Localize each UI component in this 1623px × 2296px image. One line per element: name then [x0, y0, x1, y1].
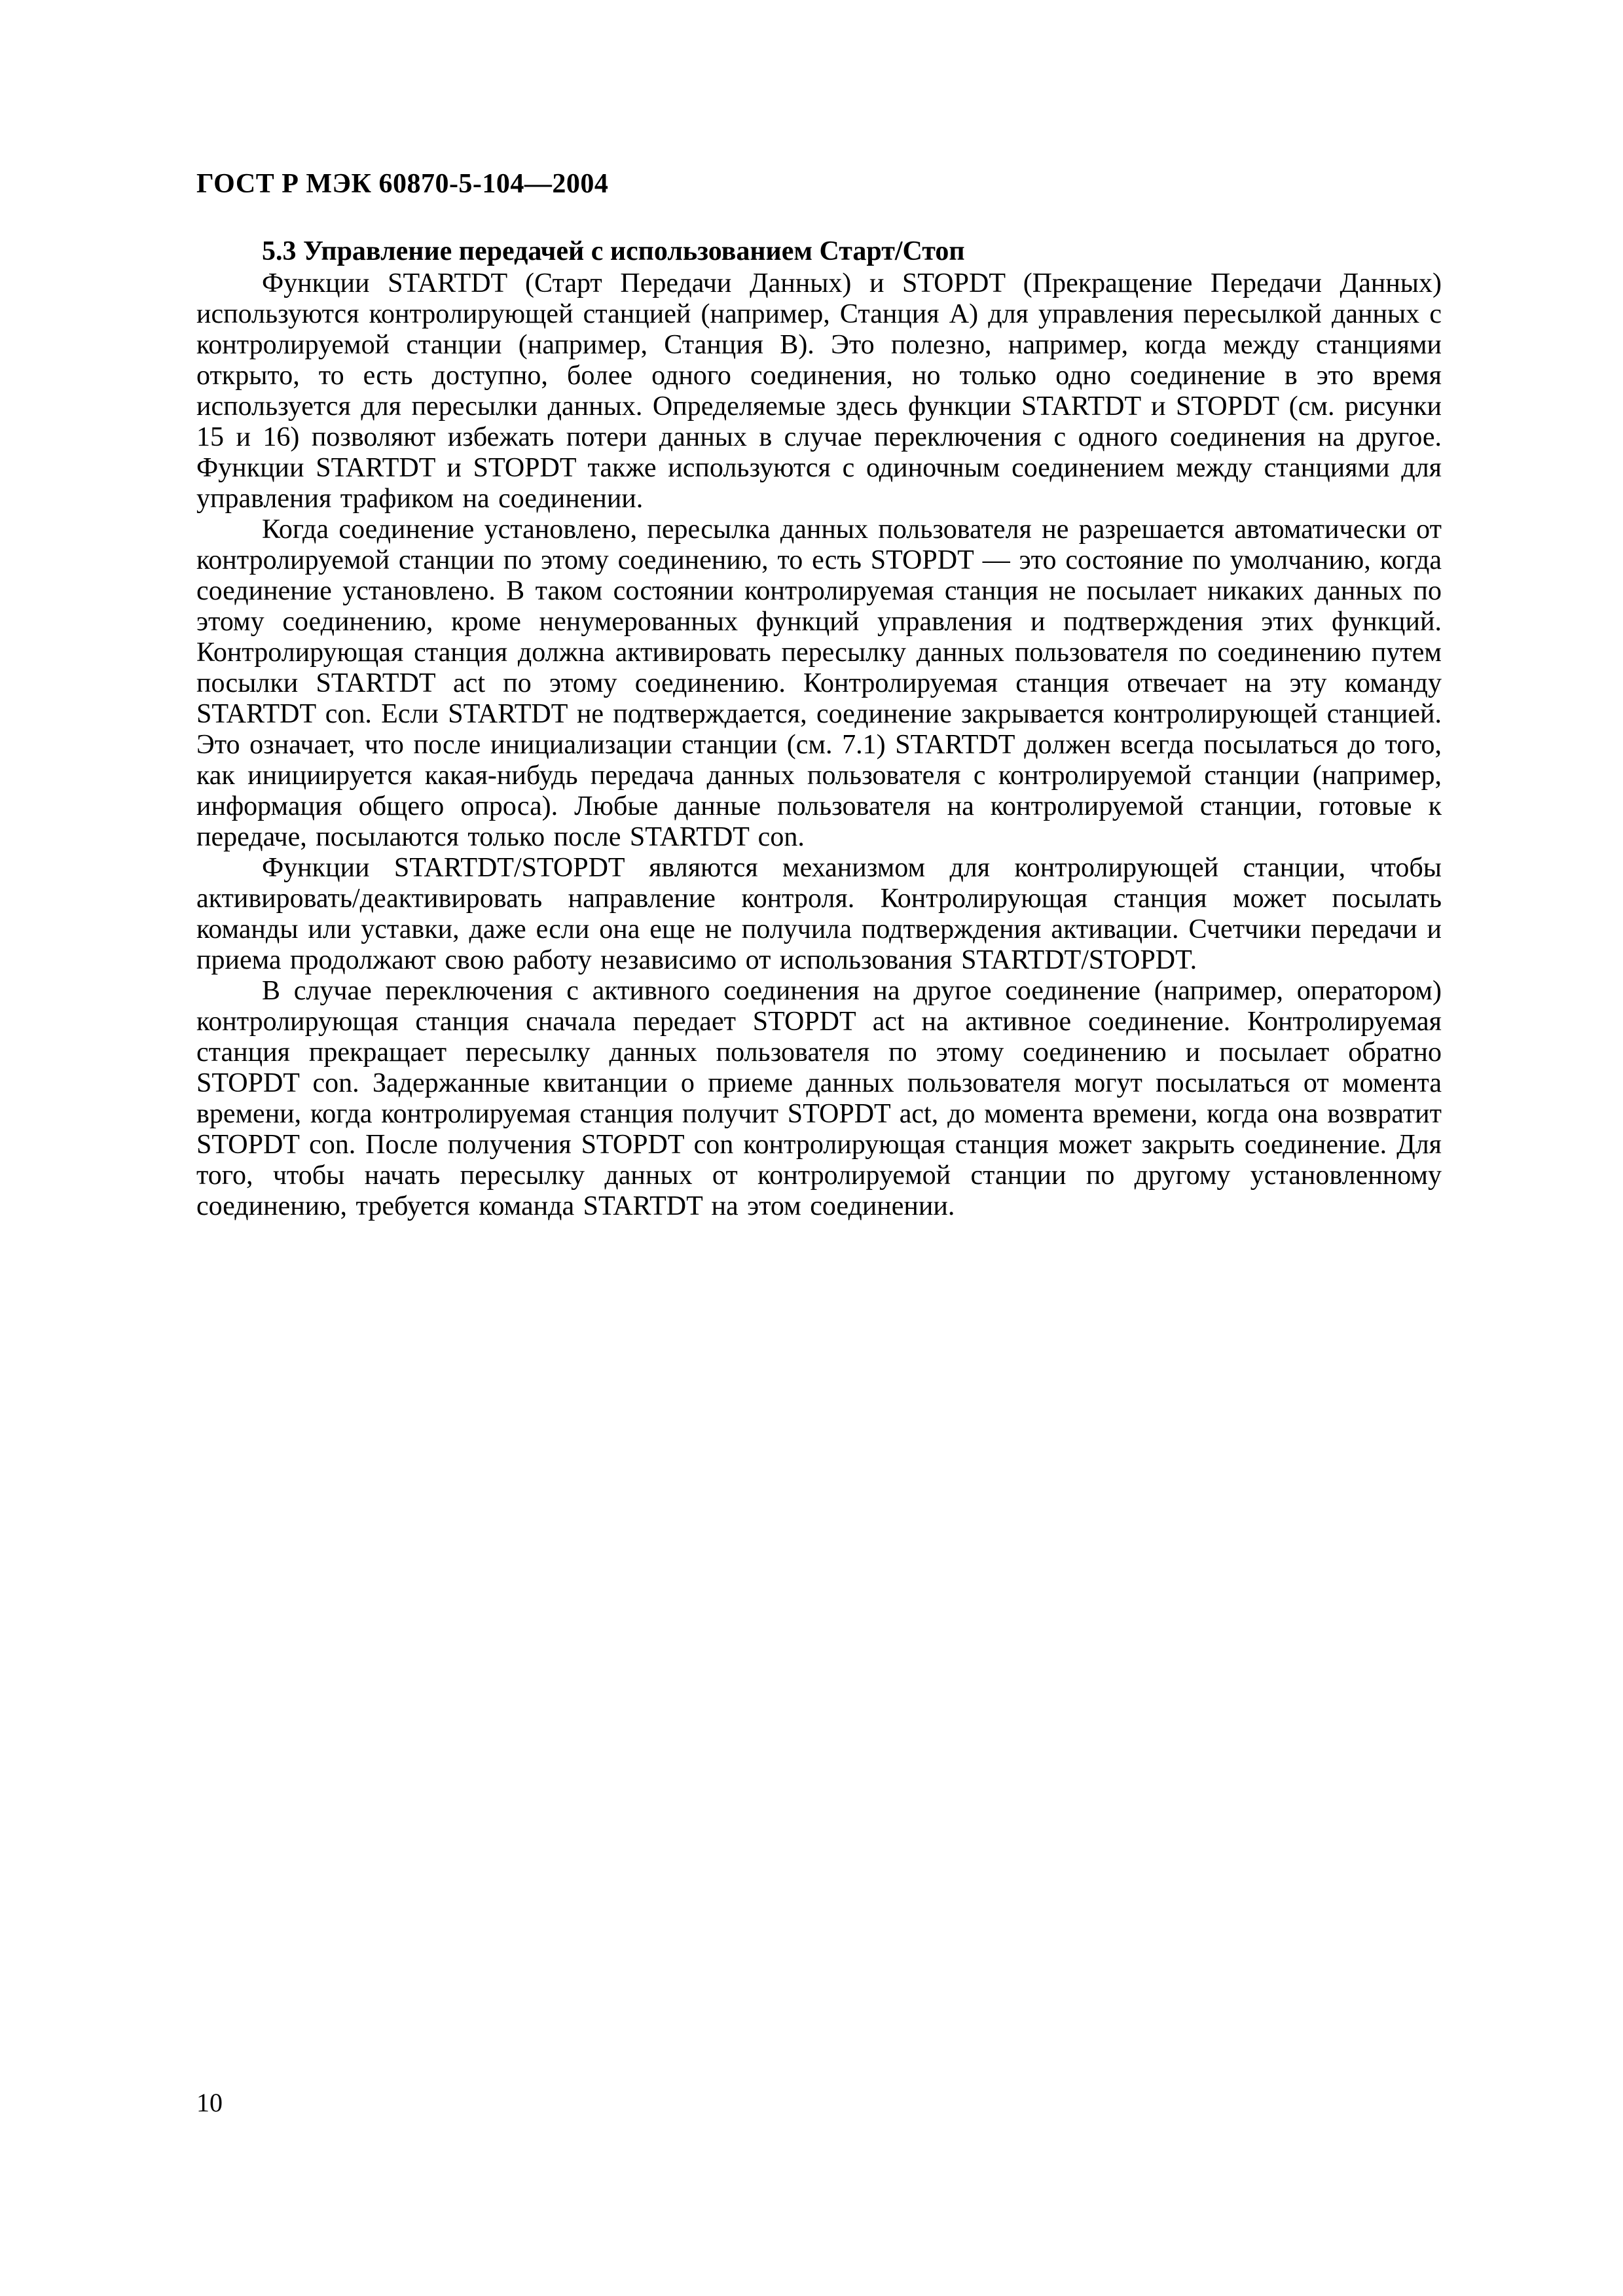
paragraph: Когда соединение установлено, пересылка данных пользователя не разрешается автоматически от контролируемой станции по этому соединению, то есть STOPDT — это состояние по умолчанию, когда соединение установлено. В таком состоянии контролируемая станция не посылает никаких данных по этому соединению, кроме ненумерованных функций управления и подтверждения этих функций. Контролирующая станция должна активировать пересылку данных пользователя по соединению путем посылки STARTDT act по этому соединению. Контролируемая станция отвечает на эту команду STARTDT con. Если STARTDT не подтверждается, соединение закрывается контролирующей станцией. Это означает, что после инициализации станции (см. 7.1) STARTDT должен всегда посылаться до того, как инициируется какая-нибудь передача данных пользователя с контролируемой станции (например, информация общего опроса). Любые данные пользователя на контролируемой станции, готовые к передаче, посылаются только после STARTDT con.	[196, 514, 1442, 852]
paragraph: В случае переключения с активного соединения на другое соединение (например, оператором) контролирующая станция сначала передает STOPDT act на активное соединение. Контролируемая станция прекращает пересылку данных пользователя по этому соединению и посылает обратно STOPDT con. Задержанные квитанции о приеме данных пользователя могут посылаться от момента времени, когда контролируемая станция получит STOPDT act, до момента времени, когда она возвратит STOPDT con. После получения STOPDT con контролирующая станция может закрыть соединение. Для того, чтобы начать пересылку данных от контролируемой станции по другому установленному соединению, требуется команда STARTDT на этом соединении.	[196, 976, 1442, 1221]
paragraph: Функции STARTDT (Старт Передачи Данных) и STOPDT (Прекращение Передачи Данных) используются контролирующей станцией (например, Станция А) для управления пересылкой данных с контролируемой станции (например, Станция В). Это полезно, например, когда между станциями открыто, то есть доступно, более одного соединения, но только одно соединение в это время используется для пересылки данных. Определяемые здесь функции STARTDT и STOPDT (см. рисунки 15 и 16) позволяют избежать потери данных в случае переключения с одного соединения на другое. Функции STARTDT и STOPDT также используются с одиночным соединением между станциями для управления трафиком на соединении.	[196, 268, 1442, 514]
page-number: 10	[196, 2088, 223, 2117]
body-text	[196, 268, 1442, 1222]
page-content	[196, 169, 1442, 1222]
paragraph: Функции STARTDT/STOPDT являются механизмом для контролирующей станции, чтобы активировать/деактивировать направление контроля. Контролирующая станция может посылать команды или уставки, даже если она еще не получила подтверждения активации. Счетчики передачи и приема продолжают свою работу независимо от использования STARTDT/STOPDT.	[196, 853, 1442, 975]
section-heading: 5.3 Управление передачей с использованием Старт/Стоп	[262, 236, 965, 266]
document-header: ГОСТ Р МЭК 60870-5-104—2004	[196, 169, 609, 199]
